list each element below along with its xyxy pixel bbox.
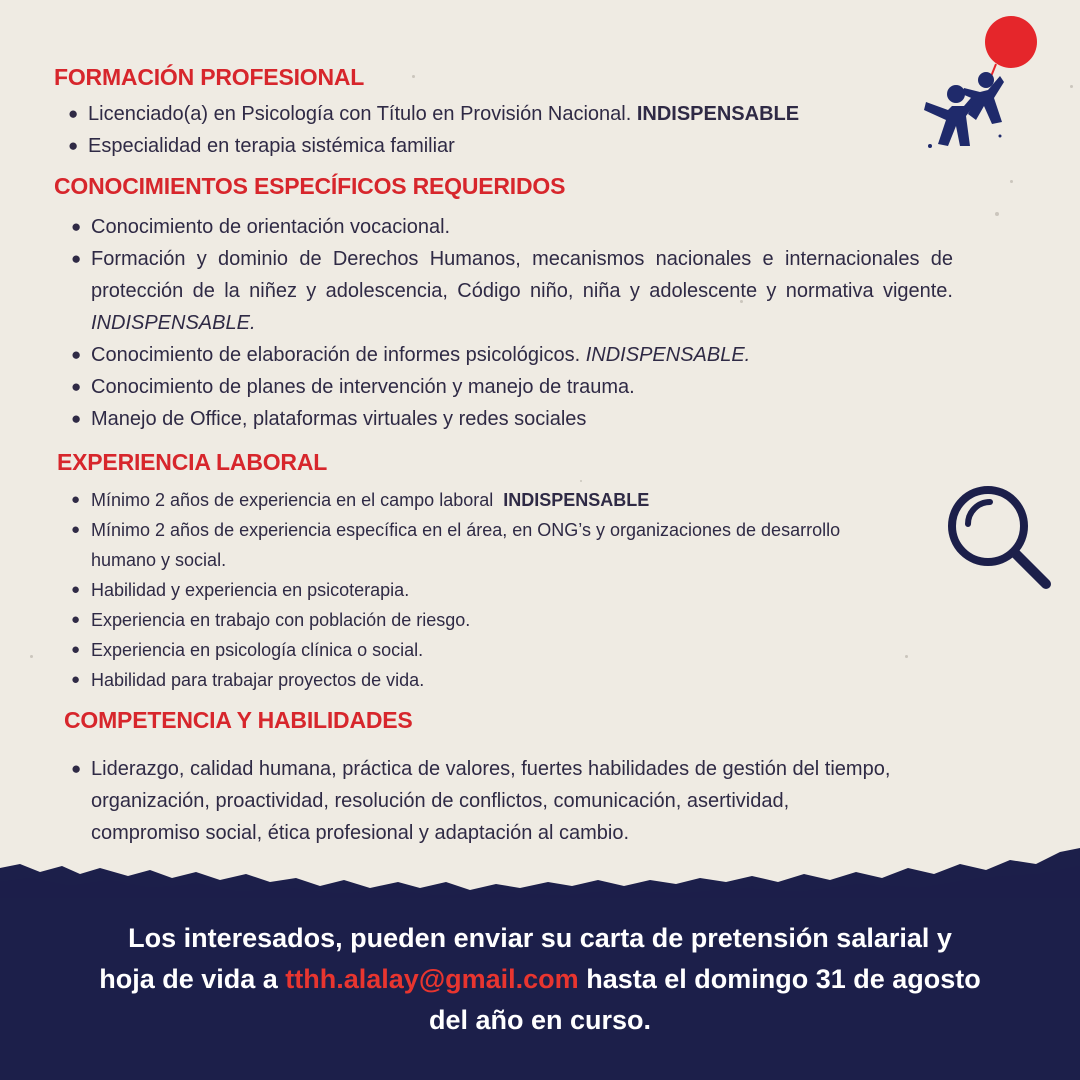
bullet-icon: ● [68, 136, 79, 155]
bullet-icon: ● [71, 581, 81, 598]
list-experiencia [71, 485, 891, 695]
list-conocimientos [71, 211, 953, 435]
bullet-icon: ● [71, 217, 82, 236]
bullet-icon: ● [71, 377, 82, 396]
bullet-icon: ● [71, 249, 82, 268]
heading-conocimientos: CONOCIMIENTOS ESPECÍFICOS REQUERIDOS [54, 173, 566, 199]
bullet-icon: ● [71, 491, 81, 508]
magnifier-icon [944, 484, 1059, 599]
list-item: ● Especialidad en terapia sistémica familiar [88, 130, 908, 162]
list-item: ● Manejo de Office, plataformas virtuales y redes sociales [91, 403, 953, 435]
bullet-icon: ● [68, 104, 79, 123]
bullet-icon: ● [71, 759, 82, 778]
list-item: ● Mínimo 2 años de experiencia en el campo laboral INDISPENSABLE [91, 485, 891, 515]
bullet-icon: ● [71, 611, 81, 628]
logo-children-balloon-icon [918, 14, 1043, 154]
footer-message [40, 918, 1040, 1041]
footer-line-1: Los interesados, pueden enviar su carta de pretensión salarial y [128, 923, 952, 953]
list-item: ● Conocimiento de orientación vocacional. [91, 211, 953, 243]
list-competencia [71, 753, 891, 849]
heading-experiencia: EXPERIENCIA LABORAL [57, 449, 328, 475]
heading-formacion: FORMACIÓN PROFESIONAL [54, 64, 365, 90]
bullet-icon: ● [71, 641, 81, 658]
footer-line-2: hoja de vida a tthh.alalay@gmail.com hasta el domingo 31 de agosto [99, 964, 981, 994]
footer-line-3: del año en curso. [428, 1005, 652, 1035]
list-item: ● Experiencia en trabajo con población de riesgo. [91, 605, 891, 635]
bullet-icon: ● [71, 521, 81, 538]
list-item: ● Licenciado(a) en Psicología con Título en Provisión Nacional. INDISPENSABLE [88, 98, 908, 130]
list-item: ● Habilidad para trabajar proyectos de vida. [91, 665, 891, 695]
list-item: ● Experiencia en psicología clínica o social. [91, 635, 891, 665]
list-item: ● Liderazgo, calidad humana, práctica de valores, fuertes habilidades de gestión del tiempo, organización, proactividad, resolución de conflictos, comunicación, asertividad, compromiso social, ética profesional y adaptación al cambio. [91, 753, 891, 849]
bullet-icon: ● [71, 671, 81, 688]
email-link[interactable]: tthh.alalay@gmail.com [285, 964, 579, 994]
list-item: ● Conocimiento de elaboración de informes psicológicos. INDISPENSABLE. [91, 339, 953, 371]
list-item: ● Habilidad y experiencia en psicoterapia. [91, 575, 891, 605]
list-item: ● Mínimo 2 años de experiencia específica en el área, en ONG’s y organizaciones de desarrollo humano y social. [91, 515, 891, 575]
bullet-icon: ● [71, 409, 82, 428]
bullet-icon: ● [71, 345, 82, 364]
heading-competencia: COMPETENCIA Y HABILIDADES [64, 707, 413, 733]
list-item: ● Conocimiento de planes de intervención y manejo de trauma. [91, 371, 953, 403]
list-formacion [68, 98, 908, 162]
list-item: ● Formación y dominio de Derechos Humanos, mecanismos nacionales e internacionales de protección de la niñez y adolescencia, Código niño, niña y adolescente y normativa vigente. INDISPENSABLE. [91, 243, 953, 339]
